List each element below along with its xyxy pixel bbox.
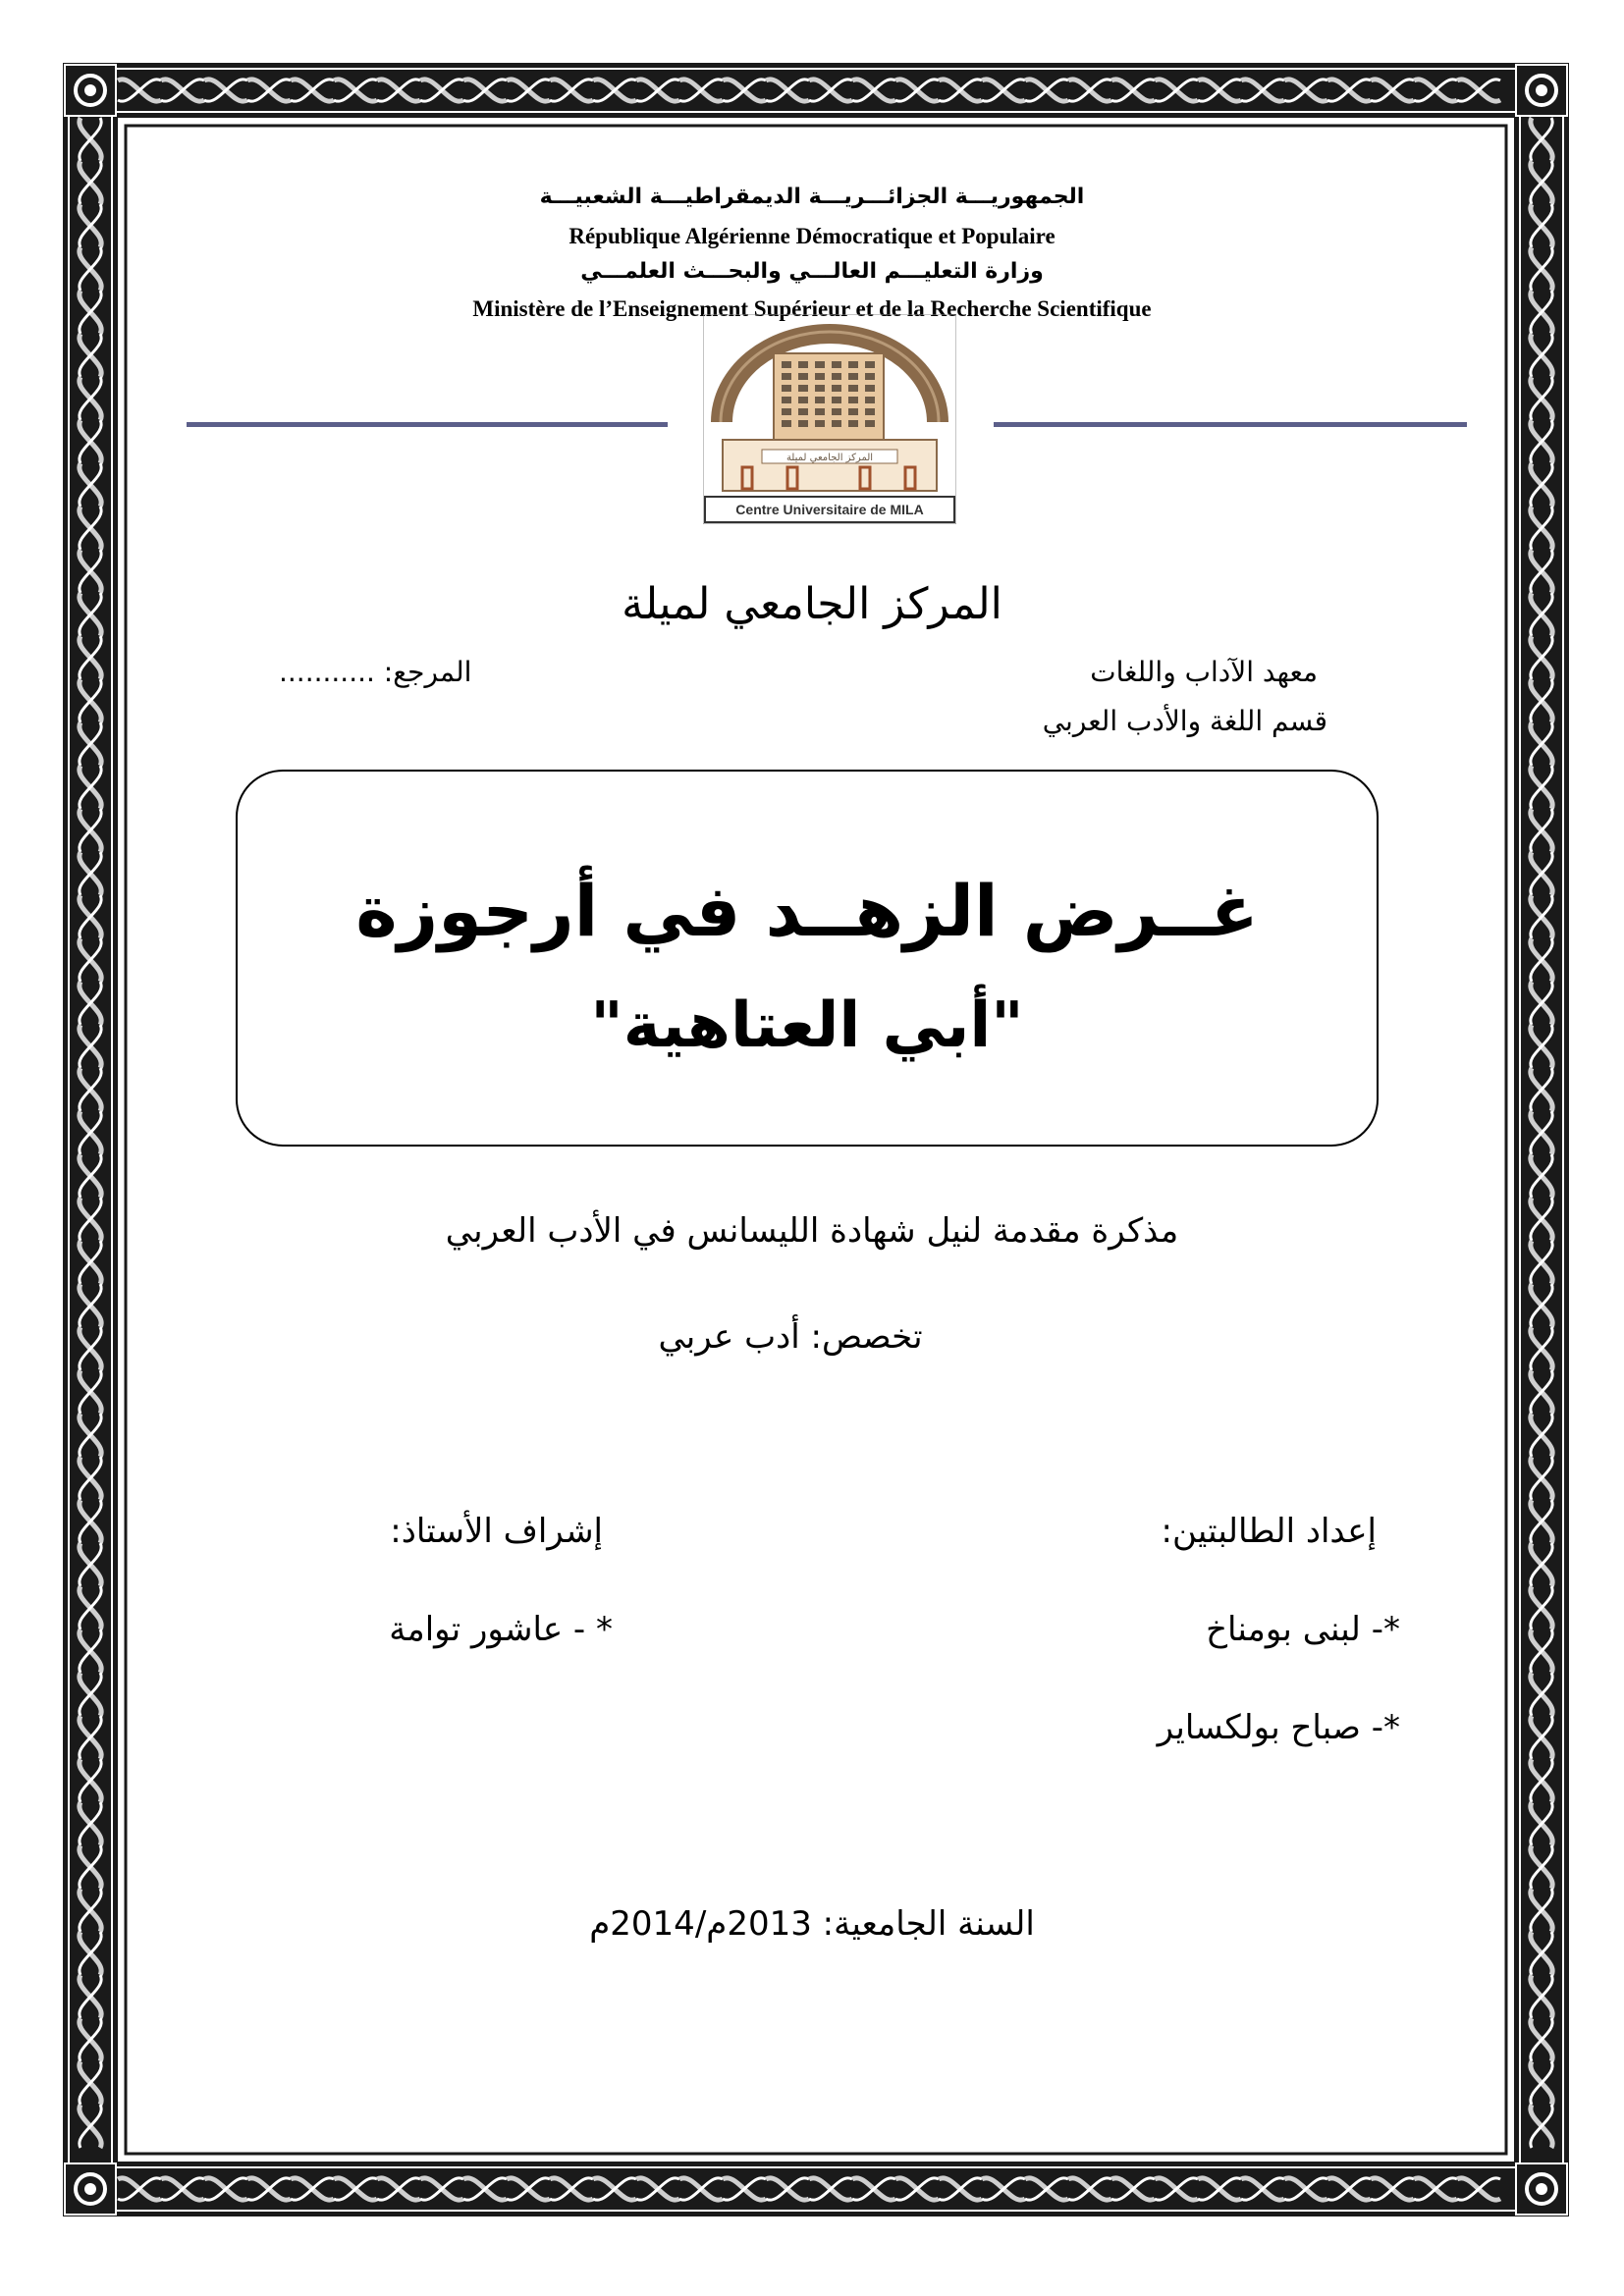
republic-title-fr: République Algérienne Démocratique et Populaire: [568, 224, 1056, 248]
header-rule-right: [994, 422, 1467, 427]
supervision-label: إشراف الأستاذ:: [390, 1512, 603, 1551]
logo-sign-text: المركز الجامعي لميلة: [785, 453, 874, 463]
header-rule-left: [187, 422, 668, 427]
thesis-title-line-2: "أبي العتاهية": [590, 989, 1024, 1062]
university-logo: [703, 314, 956, 524]
student-name: *- صباح بولكساير: [1157, 1708, 1400, 1747]
department-name: قسم اللغة والأدب العربي: [1042, 705, 1327, 737]
thesis-title-box: [236, 770, 1379, 1147]
ministry-title-ar: وزارة التعليـــم العالـــي والبحـــث العلمـــي: [580, 259, 1044, 284]
thesis-title-line-1: غــرض الزهــد في أرجوزة: [355, 870, 1259, 952]
academic-year: السنة الجامعية: 2013م/2014م: [589, 1904, 1035, 1944]
student-name: *- لبنى بومناخ: [1206, 1610, 1400, 1649]
ministry-title-fr: Ministère de l’Enseignement Supérieur et de la Recherche Scientifique: [472, 296, 1152, 321]
supervisor-name: * - عاشور توامة: [389, 1610, 613, 1649]
institute-name: معهد الآداب واللغات: [1090, 656, 1318, 688]
reference-field: المرجع: ...........: [279, 656, 472, 688]
center-name: المركز الجامعي لميلة: [622, 579, 1002, 629]
memo-purpose: مذكرة مقدمة لنيل شهادة الليسانس في الأدب العربي: [445, 1211, 1179, 1251]
republic-title-ar: الجمهوريـــة الجزائـــريـــة الديمقراطيـــة الشعبيـــة: [539, 185, 1085, 209]
logo-caption: Centre Universitaire de MILA: [735, 502, 924, 517]
memo-specialty: تخصص: أدب عربي: [658, 1317, 923, 1357]
prepared-by-label: إعداد الطالبتين:: [1161, 1512, 1377, 1551]
